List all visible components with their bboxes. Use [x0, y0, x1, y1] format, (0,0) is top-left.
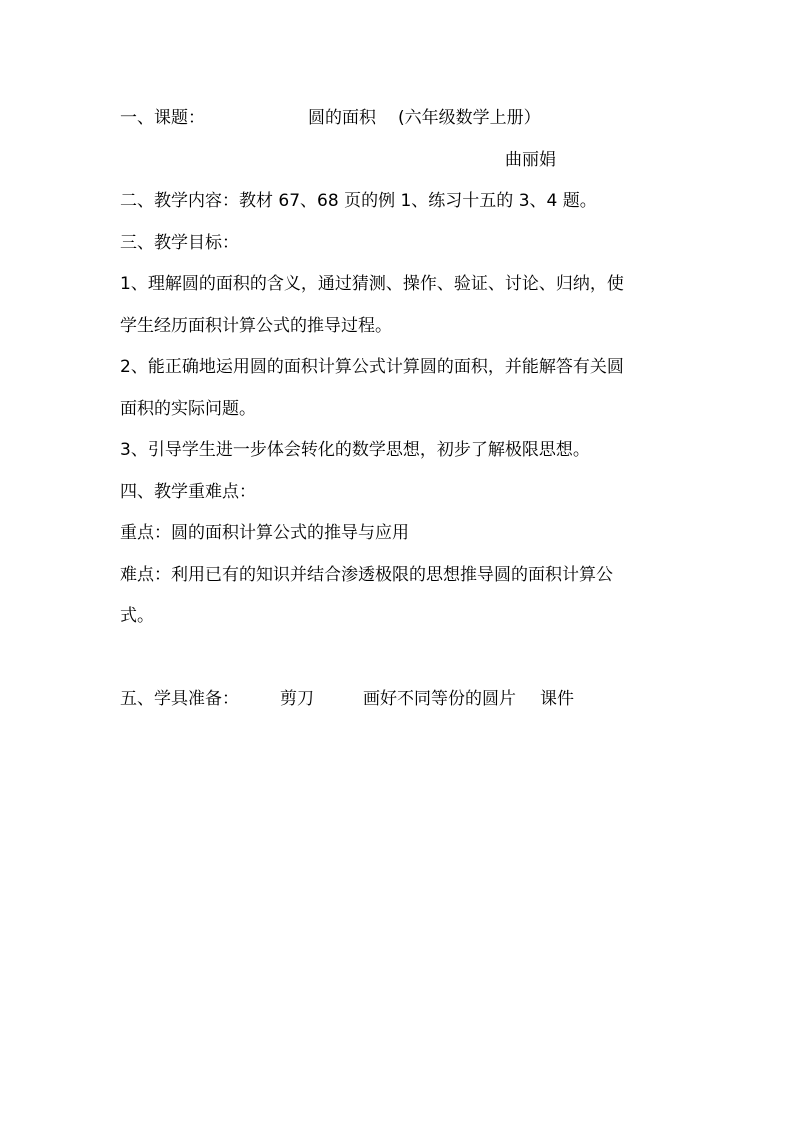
teaching-content: 二、教学内容：教材 67、68 页的例 1、练习十五的 3、4 题。: [120, 191, 597, 211]
key-points-heading: 四、教学重难点：: [120, 482, 256, 502]
goal-1-line-2: 学生经历面积计算公式的推导过程。: [120, 316, 392, 336]
goal-2-line-2: 面积的实际问题。: [120, 399, 256, 419]
materials-item-circles: 画好不同等份的圆片: [363, 689, 516, 709]
materials-item-courseware: 课件: [540, 689, 574, 709]
key-point: 重点：圆的面积计算公式的推导与应用: [120, 523, 409, 543]
materials-label: 五、学具准备：: [120, 689, 239, 709]
materials-item-scissors: 剪刀: [280, 689, 314, 709]
title-line: [120, 106, 541, 130]
title-label: 一、课题：: [120, 108, 205, 128]
difficult-point-line-1: 难点：利用已有的知识并结合渗透极限的思想推导圆的面积计算公: [120, 565, 613, 585]
goal-2-line-1: 2、能正确地运用圆的面积计算公式计算圆的面积，并能解答有关圆: [120, 357, 624, 377]
goal-3: 3、引导学生进一步体会转化的数学思想，初步了解极限思想。: [120, 440, 590, 460]
goals-heading: 三、教学目标：: [120, 233, 239, 253]
title-grade: (六年级数学上册）: [398, 108, 541, 128]
title-topic: 圆的面积: [308, 108, 376, 128]
difficult-point-line-2: 式。: [120, 606, 154, 626]
goal-1-line-1: 1、理解圆的面积的含义，通过猜测、操作、验证、讨论、归纳，使: [120, 274, 624, 294]
author-name: 曲丽娟: [505, 150, 556, 170]
materials-line: [120, 687, 574, 711]
